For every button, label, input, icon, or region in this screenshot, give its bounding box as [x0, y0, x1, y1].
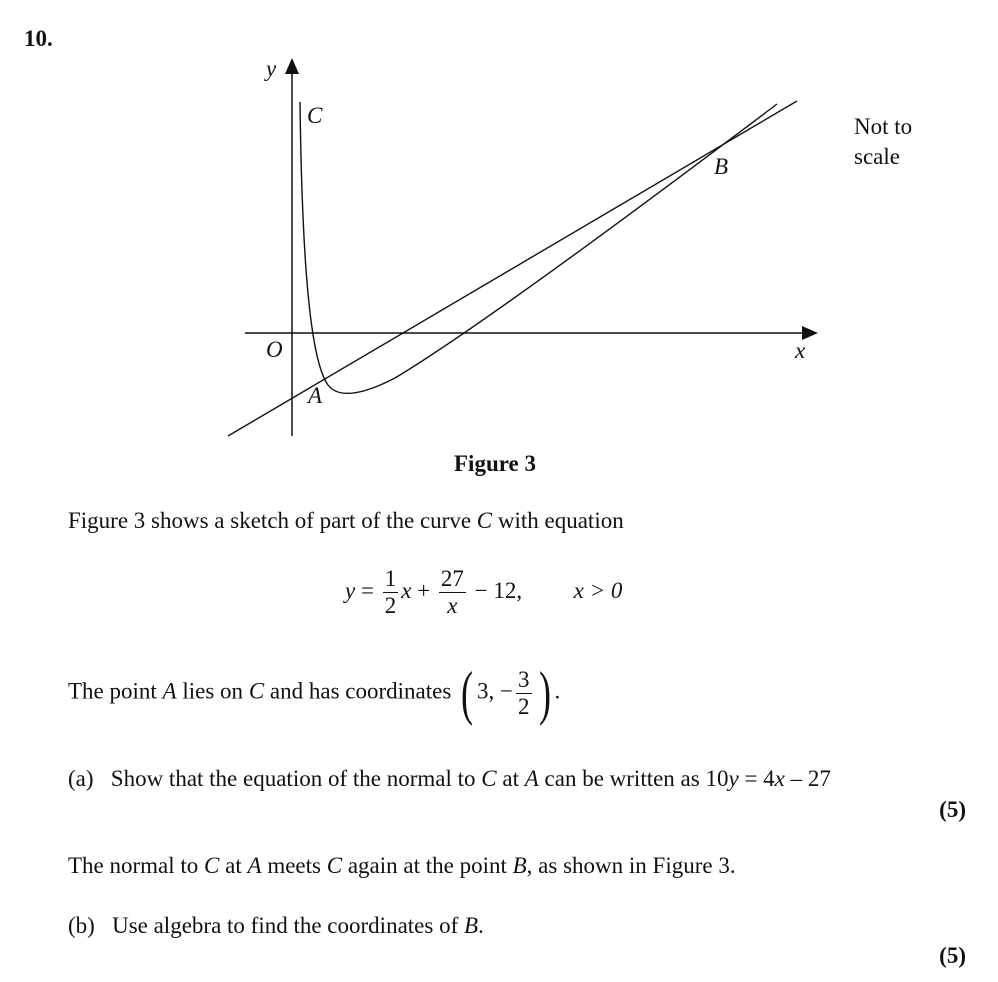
part-a-text1: Show that the equation of the normal to — [110, 766, 482, 791]
curve-equation — [345, 566, 622, 619]
ns-text2: at — [219, 853, 248, 878]
part-b-text2: . — [478, 913, 484, 938]
eq-frac2-num: 27 — [440, 566, 464, 591]
part-a-text5: – 27 — [784, 766, 831, 791]
curve-c-label: C — [307, 103, 323, 128]
part-b-label: (b) — [68, 913, 95, 938]
eq-lhs: y — [345, 577, 356, 603]
intro-text — [68, 508, 624, 534]
ns-point: A — [247, 853, 262, 878]
pa-text-before: The point — [68, 678, 163, 704]
pa-point: A — [162, 678, 177, 704]
part-b-text1: Use algebra to find the coordinates of — [112, 913, 464, 938]
part-a-text4: = 4 — [738, 766, 775, 791]
pa-period: . — [554, 678, 561, 704]
part-b-point: B — [464, 913, 479, 938]
eq-frac1-den: 2 — [384, 593, 397, 618]
point-a-label: A — [308, 383, 323, 408]
ns-text4: again at the point — [342, 853, 513, 878]
part-b-marks: (5) — [939, 943, 966, 968]
part-a-label: (a) — [68, 766, 94, 791]
eq-term1-var: x — [401, 577, 412, 603]
ns-text1: The normal to — [68, 853, 205, 878]
note-line-1: Not to — [854, 114, 913, 139]
point-b-label: B — [714, 154, 729, 179]
origin-label: O — [266, 337, 283, 362]
figure-3-sketch — [0, 0, 998, 480]
y-axis-arrow — [285, 58, 299, 74]
eq-fraction-half — [383, 566, 399, 619]
ns-text5: , as shown in Figure 3. — [526, 853, 736, 878]
eq-plus: + — [417, 577, 431, 603]
pa-coord-num: 3 — [518, 666, 530, 692]
part-a-var-x: x — [774, 766, 785, 791]
part-a-text3: can be written as 10 — [538, 766, 729, 791]
ns-text3: meets — [261, 853, 327, 878]
part-a-curve: C — [481, 766, 497, 791]
eq-condition: x > 0 — [573, 577, 623, 603]
pa-coord-fraction — [516, 667, 532, 720]
part-a-text2: at — [496, 766, 525, 791]
part-a-point: A — [524, 766, 539, 791]
ns-curve2: C — [326, 853, 343, 878]
part-a-marks: (5) — [939, 797, 966, 822]
x-axis-label: x — [795, 338, 806, 363]
pa-coord-den: 2 — [518, 693, 530, 719]
part-a-var-y: y — [728, 766, 739, 791]
not-to-scale-note — [854, 112, 912, 172]
eq-frac2-den: x — [447, 593, 458, 618]
note-line-2: scale — [854, 144, 900, 169]
y-axis-label: y — [266, 56, 277, 81]
eq-fraction-27-over-x — [439, 566, 466, 619]
intro-text-after: with equation — [492, 508, 624, 533]
normal-statement — [68, 853, 736, 879]
eq-constant: − 12, — [474, 577, 523, 603]
figure-caption: Figure 3 — [454, 451, 536, 476]
pa-text-after: and has coordinates — [264, 678, 452, 704]
ns-curve: C — [204, 853, 220, 878]
right-paren: ) — [538, 660, 551, 726]
eq-equals: = — [360, 577, 374, 603]
left-paren: ( — [461, 660, 474, 726]
question-number: 10. — [24, 26, 53, 51]
pa-text-mid: lies on — [176, 678, 249, 704]
point-a-statement — [68, 660, 561, 726]
ns-point-b: B — [512, 853, 527, 878]
intro-curve-name: C — [476, 508, 493, 533]
part-a — [68, 766, 831, 792]
intro-text-before: Figure 3 shows a sketch of part of the curve — [68, 508, 477, 533]
eq-frac1-num: 1 — [384, 566, 397, 591]
pa-curve: C — [248, 678, 265, 704]
curve-c — [300, 102, 777, 393]
pa-coord-x: 3, — [477, 678, 495, 704]
pa-coord-sign: − — [500, 678, 514, 704]
part-b — [68, 913, 484, 939]
